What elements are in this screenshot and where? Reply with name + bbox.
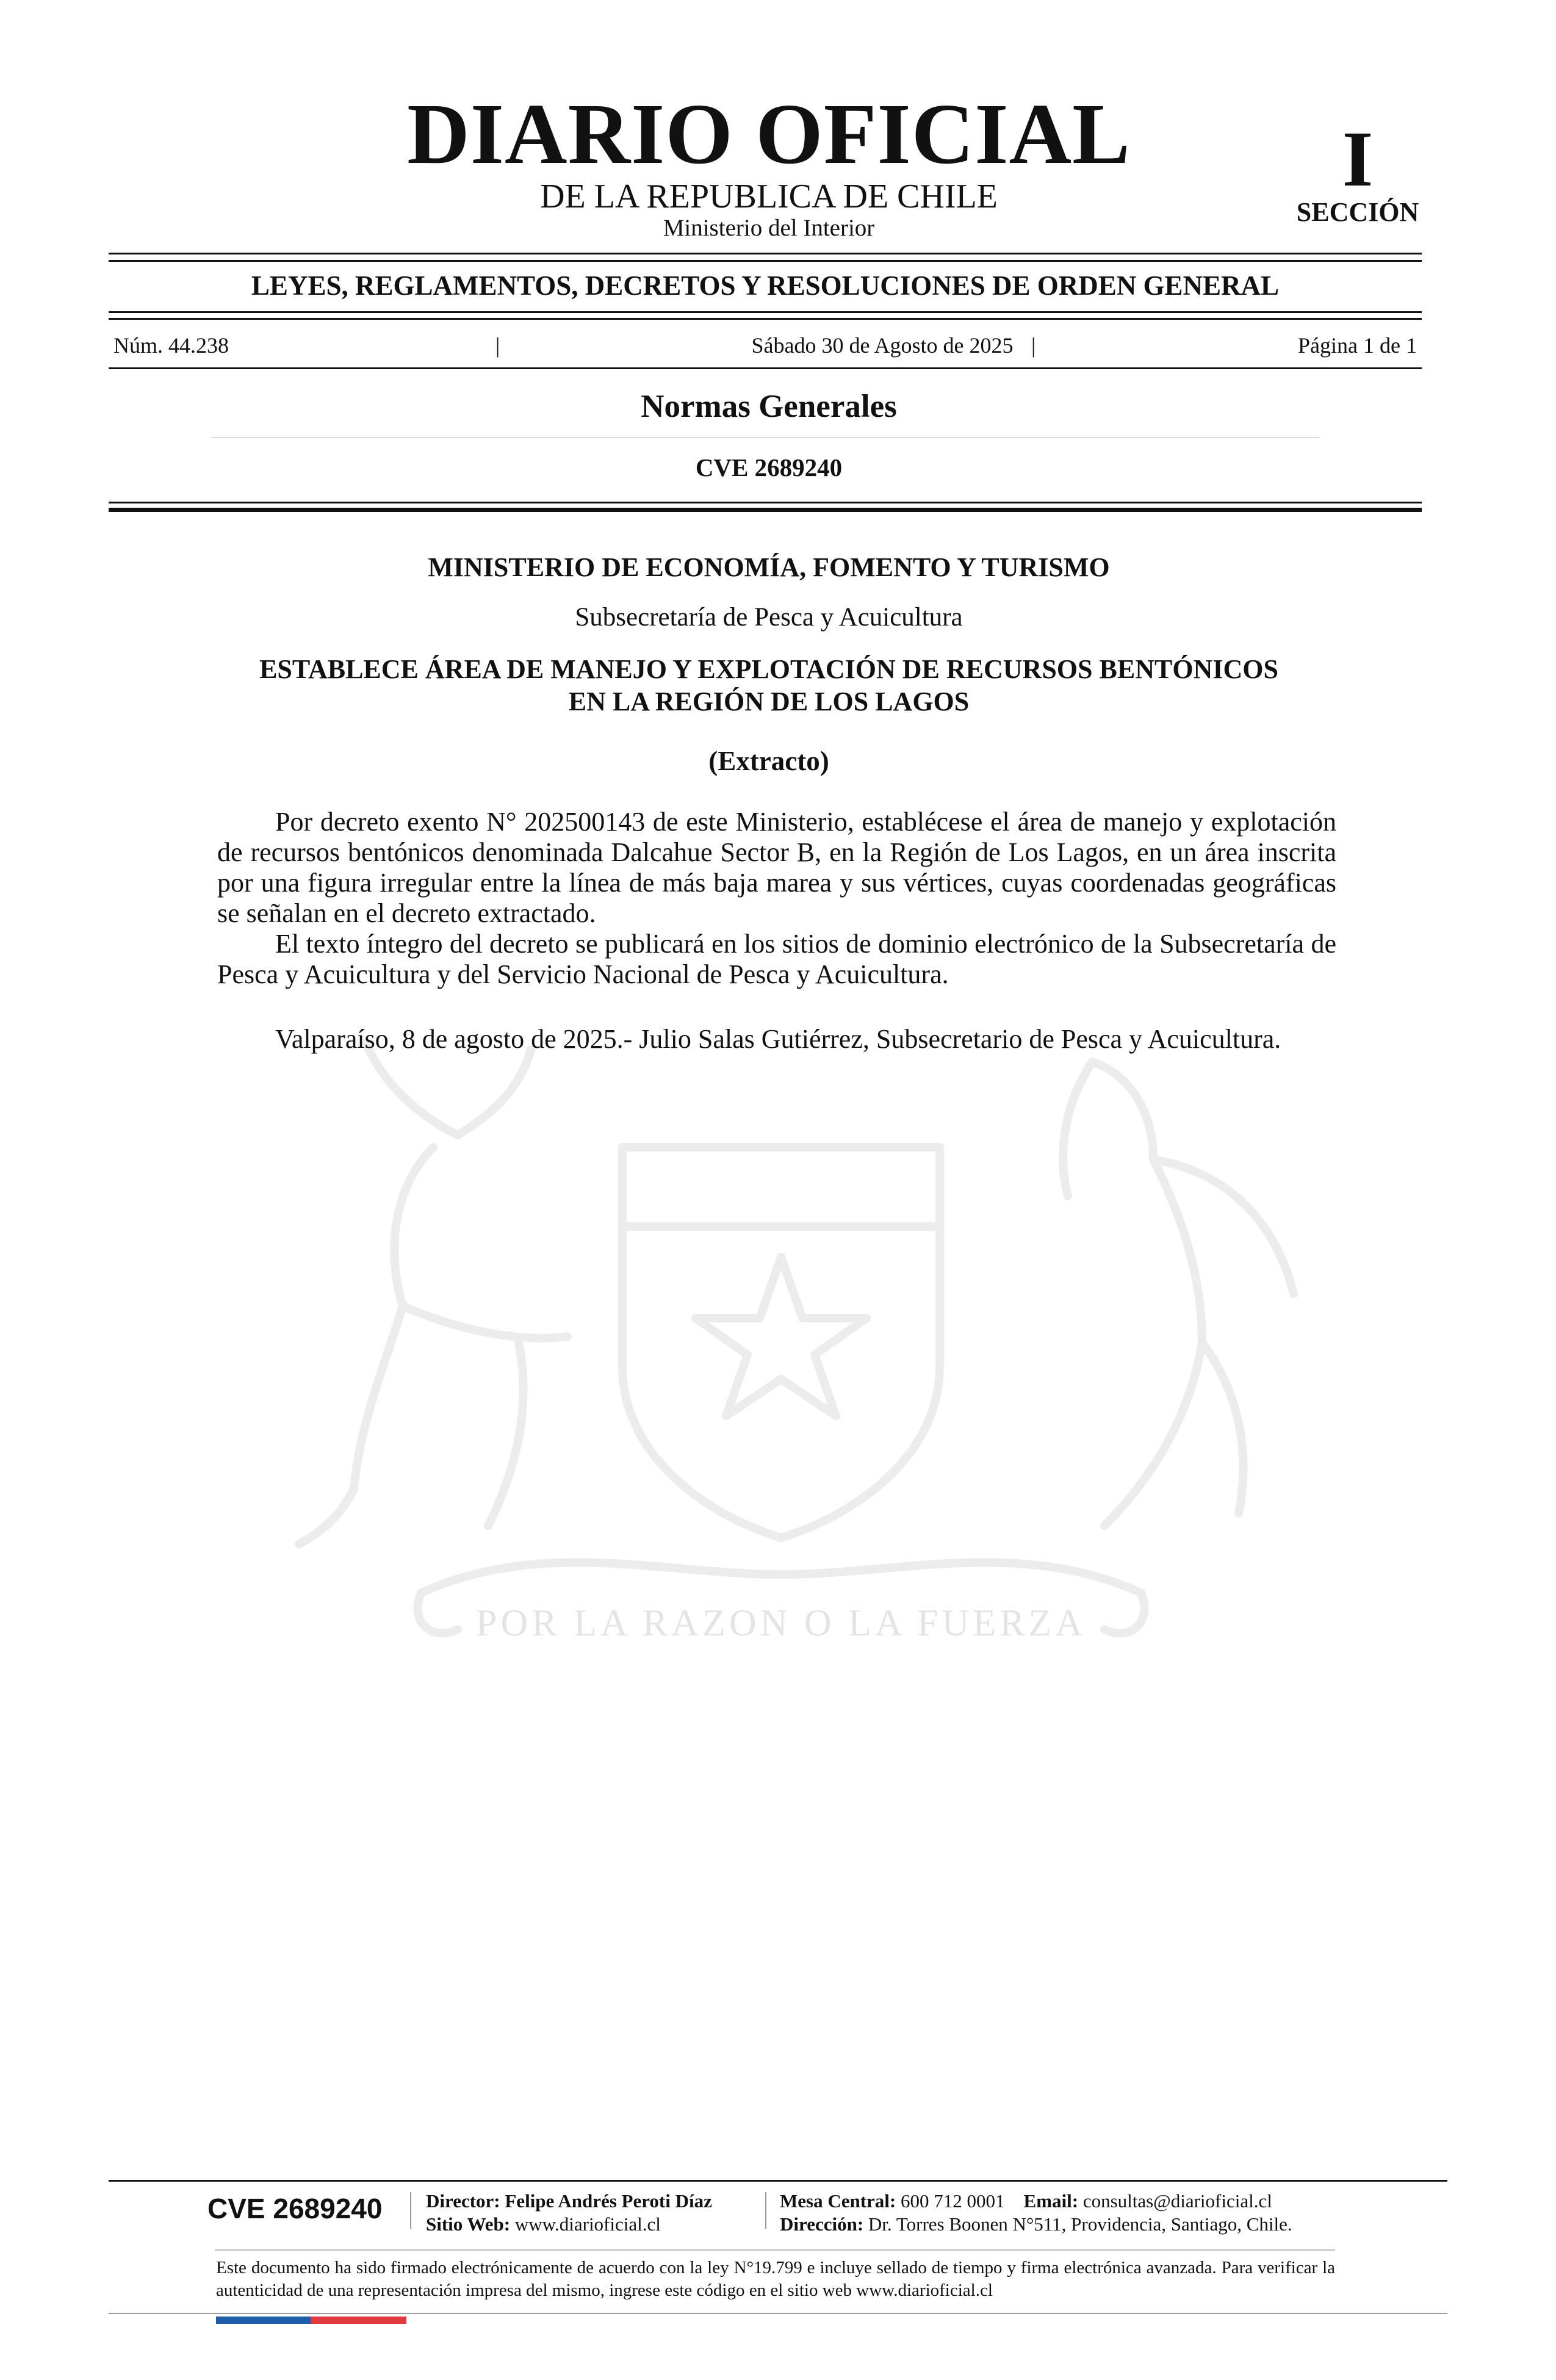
- footer-rule-mid: [215, 2249, 1335, 2251]
- document-title-line2: EN LA REGIÓN DE LOS LAGOS: [568, 687, 970, 716]
- website-label: Sitio Web:: [426, 2213, 511, 2235]
- issue-date: Sábado 30 de Agosto de 2025: [751, 333, 1014, 358]
- section-heading-rule: [211, 437, 1319, 438]
- email-link[interactable]: consultas@diarioficial.cl: [1082, 2190, 1272, 2212]
- watermark-motto: POR LA RAZON O LA FUERZA: [475, 1603, 1087, 1644]
- masthead-ministry: Ministerio del Interior: [663, 215, 875, 241]
- section-label: SECCIÓN: [1296, 197, 1419, 227]
- footer-contact-block: [780, 2190, 1341, 2236]
- issue-page: Página 1 de 1: [1298, 333, 1417, 358]
- masthead-rule-top-inner: [109, 260, 1422, 262]
- banner-rule-inner: [109, 318, 1422, 320]
- subsecretaria: Subsecretaría de Pesca y Acuicultura: [575, 603, 963, 632]
- condor-figure: [1063, 1062, 1294, 1526]
- section-banner: LEYES, REGLAMENTOS, DECRETOS Y RESOLUCIONES DE ORDEN GENERAL: [251, 270, 1280, 301]
- body-paragraph-1: Por decreto exento N° 202500143 de este Ministerio, establécese el área de manejo y explotación de recursos bentónicos denominada Dalcahue Sector B, en la Región de Los Lagos, en un área inscrita por una figura irregular entre la línea de más baja marea y sus vértices, cuyas coordenadas geográficas se señalan en el decreto extractado.: [217, 807, 1336, 928]
- coat-of-arms-watermark: [201, 1025, 1336, 1684]
- ministry-name: MINISTERIO DE ECONOMÍA, FOMENTO Y TURISMO: [428, 552, 1110, 582]
- director-name: Felipe Andrés Peroti Díaz: [505, 2190, 712, 2212]
- footer-rule-top: [109, 2180, 1447, 2182]
- masthead-rule-top: [109, 253, 1422, 254]
- footer-divider: [765, 2192, 766, 2229]
- body-paragraph-2: El texto íntegro del decreto se publicará en los sitios de dominio electrónico de la Subsecretaría de Pesca y Acuicultura y del Servicio Nacional de Pesca y Acuicultura.: [217, 929, 1336, 989]
- phone-value: 600 712 0001: [901, 2190, 1005, 2212]
- body-paragraph-3: Valparaíso, 8 de agosto de 2025.- Julio Salas Gutiérrez, Subsecretario de Pesca y Acuicultura.: [275, 1024, 1281, 1054]
- masthead-title: DIARIO OFICIAL: [407, 85, 1131, 182]
- footer-rule-bottom: [109, 2313, 1447, 2314]
- document-title-line1: ESTABLECE ÁREA DE MANEJO Y EXPLOTACIÓN DE RECURSOS BENTÓNICOS: [259, 654, 1278, 684]
- issue-number: Núm. 44.238: [113, 333, 229, 358]
- masthead-subtitle: DE LA REPUBLICA DE CHILE: [540, 178, 998, 215]
- footer-cve: CVE 2689240: [207, 2193, 383, 2224]
- director-label: Director:: [426, 2190, 500, 2212]
- issue-separator: |: [1031, 333, 1036, 358]
- extracto-label: (Extracto): [708, 746, 829, 776]
- website-link[interactable]: www.diarioficial.cl: [514, 2213, 661, 2235]
- flag-stripe-red: [311, 2317, 406, 2324]
- banner-rule: [109, 311, 1422, 313]
- flag-stripe-blue: [216, 2317, 311, 2324]
- address-label: Dirección:: [780, 2213, 864, 2235]
- cve-heading: CVE 2689240: [695, 453, 843, 481]
- footer-director-block: [426, 2190, 768, 2236]
- huemul-figure: [299, 1044, 567, 1544]
- footer-legal-notice: Este documento ha sido firmado electrónicamente de acuerdo con la ley N°19.799 e incluye sellado de tiempo y firma electrónica avanzada. Para verificar la autenticidad de una representación impresa del mismo, ingrese este código en el sitio web www.diarioficial.cl: [216, 2258, 1335, 2300]
- document-title: [183, 653, 1355, 718]
- issue-rule: [109, 367, 1422, 369]
- star-figure: [696, 1257, 866, 1416]
- phone-label: Mesa Central:: [780, 2190, 896, 2212]
- issue-separator: |: [495, 333, 500, 358]
- section-heading: Normas Generales: [641, 389, 897, 424]
- header-rule-bottom-thick: [109, 508, 1422, 512]
- header-rule-bottom: [109, 502, 1422, 503]
- address-value: Dr. Torres Boonen N°511, Providencia, Santiago, Chile.: [868, 2213, 1292, 2235]
- email-label: Email:: [1023, 2190, 1079, 2212]
- section-numeral: I: [1342, 115, 1374, 203]
- shield-figure: [622, 1147, 940, 1538]
- footer-divider: [410, 2192, 411, 2229]
